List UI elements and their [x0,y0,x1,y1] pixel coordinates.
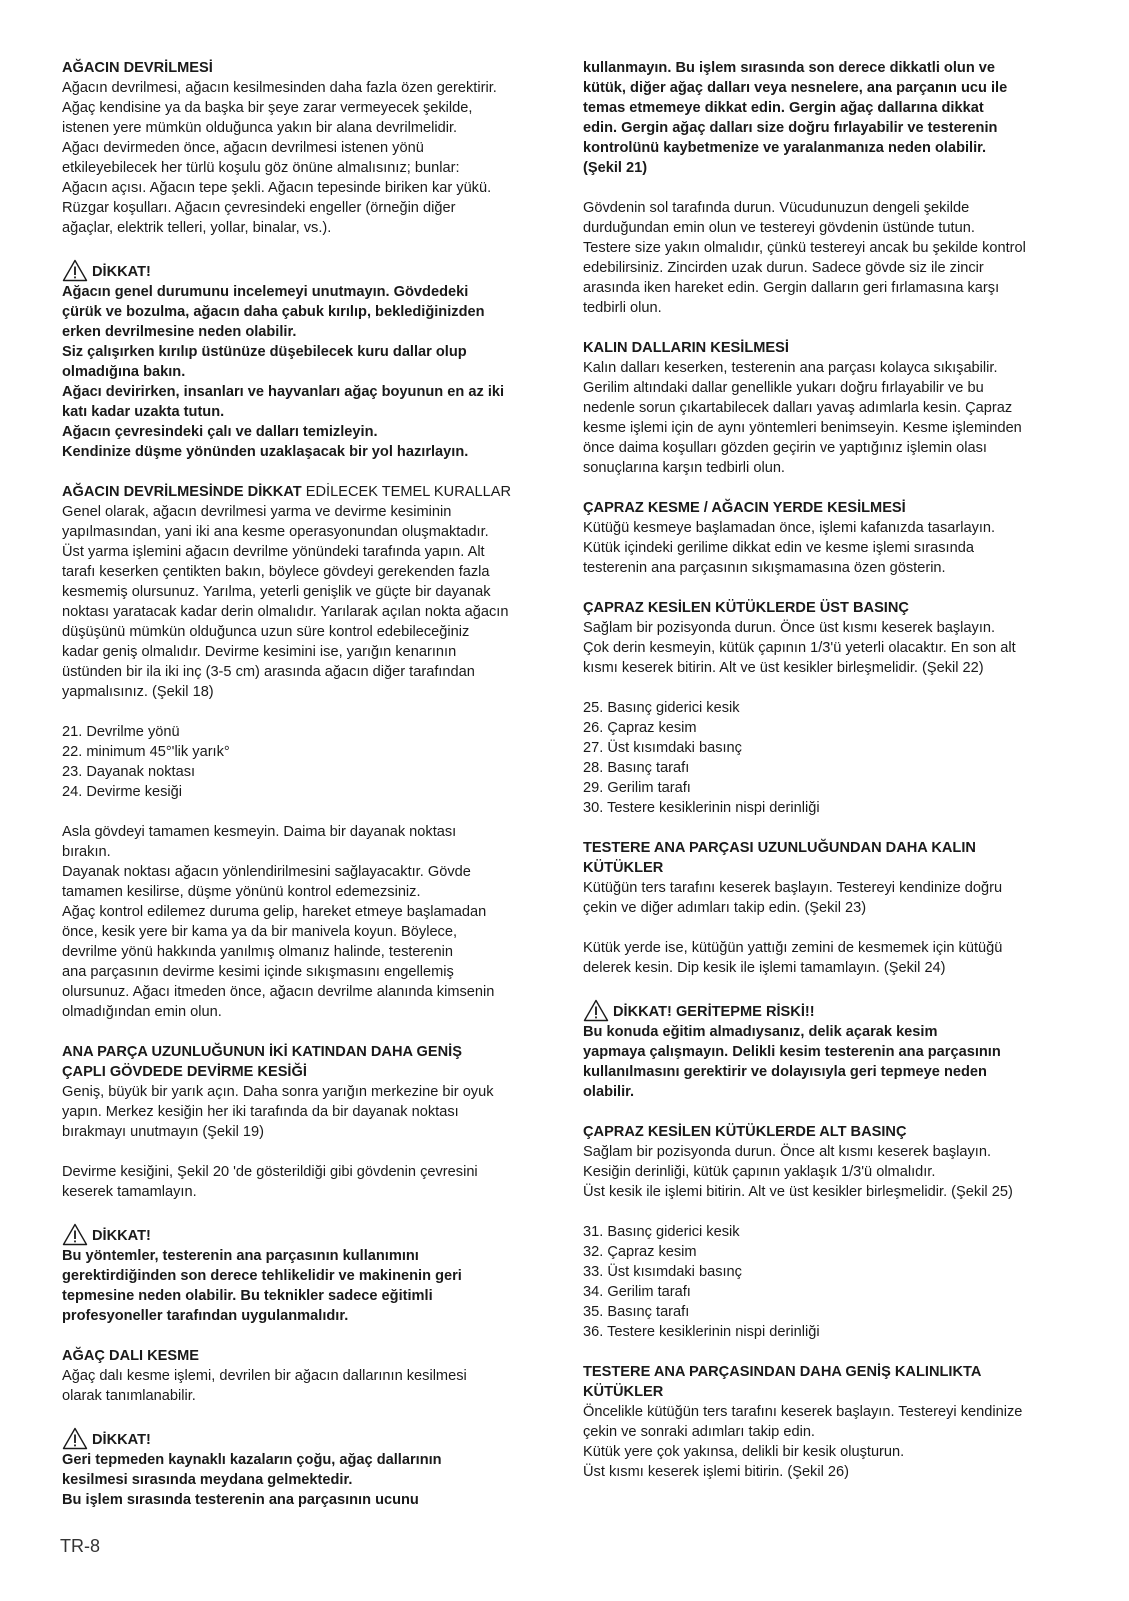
section-body: Kütüğün ters tarafını keserek başlayın. Testereyi kendinize doğru çekin ve diğer adımları takip edin. (Şekil 23) [583,880,1003,916]
warning-title: DİKKAT! [92,1432,151,1448]
section-body: Sağlam bir pozisyonda durun. Önce alt kısmı keserek başlayın. Kesiğin derinliği, kütük çapının yaklaşık 1/3'ü olmalıdır. Üst kesik ile işlemi bitirin. Alt ve üst kesikler birleşmelidir. (Şekil 25) [583,1144,1013,1200]
warning-body: Geri tepmeden kaynaklı kazaların çoğu, ağaç dallarının kesilmesi sırasında meydana gelmektedir. Bu işlem sırasında testerenin ana parçasının ucunu [62,1452,442,1508]
warning-block [62,258,552,462]
list-item: 35. Basınç tarafı [583,1304,690,1320]
heading-regular-part: EDİLECEK TEMEL KURALLAR [305,484,511,500]
warning-triangle-icon [62,1223,88,1246]
section-heading [62,482,552,502]
warning-block [62,1426,552,1510]
list-item: 22. minimum 45°'lik yarık° [62,744,230,760]
list-item: 33. Üst kısımdaki basınç [583,1264,742,1280]
warning-header [62,1222,552,1246]
heading-bold-part: AĞACIN DEVRİLMESİNDE DİKKAT [62,484,306,500]
page-number: TR-8 [60,1536,100,1556]
paragraph-stance [583,198,1073,318]
right-column [583,58,1073,1502]
legend-list-18 [62,722,552,802]
warning-body: kullanmayın. Bu işlem sırasında son derece dikkatli olun ve kütük, diğer ağaç dalları veya nesnelere, ana parçanın ucu ile temas etmemeye dikkat edin. Gergin ağaç dallarına dikkat edin. Gergin ağaç dalları size doğru fırlayabilir ve testerenin kontrolünü kaybetmenize ve yaralanmanıza neden olabilir. (Şekil 21) [583,60,1008,176]
paragraph-text: Devirme kesiğini, Şekil 20 'de gösterildiği gibi gövdenin çevresini keserek tamamlayın. [62,1164,478,1200]
warning-title: DİKKAT! GERİTEPME RİSKİ!! [613,1004,815,1020]
paragraph-hinge [62,822,552,1022]
list-item: 26. Çapraz kesim [583,720,697,736]
section-heading: AĞAÇ DALI KESME [62,1348,200,1364]
left-column [62,58,552,1530]
paragraph-text: Asla gövdeyi tamamen kesmeyin. Daima bir dayanak noktası bırakın. Dayanak noktası ağacın yönlendirilmesini sağlayacaktır. Gövde tamamen kesilirse, düşme yönünü kontrol edemezsiniz. Ağaç kontrol edilemez duruma gelip, hareket etmeye başlamadan önce, kesik yere bir kama ya da bir manivela koyun. Böylece, devrilme yönü hakkında yanılmış olmanız halinde, testerenin ana parçasının devirme kesimi içinde sıkışmasını engellemiş olursunuz. Ağacı itmeden önce, ağacın devrilme alanında kimsenin olmadığından emin olun. [62,824,495,1020]
warning-triangle-icon [62,1427,88,1450]
section-wider-logs [583,1362,1073,1482]
section-heading: AĞACIN DEVRİLMESİ [62,60,213,76]
warning-title: DİKKAT! [92,264,151,280]
paragraph-ground-log [583,938,1073,978]
list-item: 29. Gerilim tarafı [583,780,691,796]
warning-block [62,1222,552,1326]
section-thick-branches [583,338,1073,478]
section-heading: TESTERE ANA PARÇASINDAN DAHA GENİŞ KALINLIKTA KÜTÜKLER [583,1364,982,1400]
section-heading: ÇAPRAZ KESİLEN KÜTÜKLERDE ÜST BASINÇ [583,600,909,616]
list-item: 23. Dayanak noktası [62,764,196,780]
warning-header [62,1426,552,1450]
section-basic-rules [62,482,552,702]
list-item: 31. Basınç giderici kesik [583,1224,740,1240]
list-item: 34. Gerilim tarafı [583,1284,691,1300]
paragraph-text: Kütük yerde ise, kütüğün yattığı zemini de kesmemek için kütüğü delerek kesin. Dip kesik ile işlemi tamamlayın. (Şekil 24) [583,940,1003,976]
list-item: 30. Testere kesiklerinin nispi derinliği [583,800,820,816]
list-item: 24. Devirme kesiği [62,784,183,800]
section-body: Ağacın devrilmesi, ağacın kesilmesinden daha fazla özen gerektirir. Ağaç kendisine ya da başka bir şeye zarar vermeyecek şekilde, istenen yere mümkün olduğunca yakın bir alana devrilmelidir. Ağacı devirmeden önce, ağacın devrilmesi istenen yönü etkileyebilecek her türlü koşulu göz önüne almalısınız; bunlar: Ağacın açısı. Ağacın tepe şekli. Ağacın tepesinde biriken kar yükü. Rüzgar koşulları. Ağacın çevresindeki engeller (örneğin diğer ağaçlar, elektrik telleri, yollar, binalar, vs.). [62,80,497,236]
warning-header [583,998,1073,1022]
list-item: 27. Üst kısımdaki basınç [583,740,742,756]
section-bottom-pressure [583,1122,1073,1202]
section-body: Sağlam bir pozisyonda durun. Önce üst kısmı keserek başlayın. Çok derin kesmeyin, kütük çapının 1/3'ü yeterli olacaktır. En son alt kısmı keserek bitirin. Alt ve üst kesikler birleşmelidir. (Şekil 22) [583,620,1016,676]
section-body: Öncelikle kütüğün ters tarafını keserek başlayın. Testereyi kendinize çekin ve sonraki adımları takip edin. Kütük yere çok yakınsa, delikli bir kesik oluşturun. Üst kısmı keserek işlemi bitirin. (Şekil 26) [583,1404,1023,1480]
section-body: Genel olarak, ağacın devrilmesi yarma ve devirme kesiminin yapılmasından, yani iki ana kesme operasyonundan oluşmaktadır. Üst yarma işlemini ağacın devrilme yönündeki tarafında yapın. Alt tarafı keserken çentikten bakın, böylece gövdeyi gerekenden fazla kesmemiş olursunuz. Yarılma, yeterli genişlik ve güçte bir dayanak noktası yaratacak kadar derin olmalıdır. Yarılarak açılan nokta ağacın düşüşünü mümkün olduğunca uzun süre kontrol edebileceğiniz kadar geniş olmalıdır. Devirme kesimini ise, yarığın kenarının üstünden bir ila iki inç (3-5 cm) arasında ağacın diğer tarafından yapmalısınız. (Şekil 18) [62,504,509,700]
list-item: 21. Devrilme yönü [62,724,180,740]
legend-list-22 [583,698,1073,818]
paragraph-complete-cut [62,1162,552,1202]
section-top-pressure [583,598,1073,678]
section-heading: KALIN DALLARIN KESİLMESİ [583,340,789,356]
warning-header [62,258,552,282]
list-item: 36. Testere kesiklerinin nispi derinliği [583,1324,820,1340]
section-thicker-logs [583,838,1073,918]
section-body: Ağaç dalı kesme işlemi, devrilen bir ağacın dallarının kesilmesi olarak tanımlanabilir. [62,1368,467,1404]
section-cross-cut [583,498,1073,578]
section-heading: ÇAPRAZ KESİLEN KÜTÜKLERDE ALT BASINÇ [583,1124,907,1140]
warning-continuation [583,58,1073,178]
section-limbing [62,1346,552,1406]
section-wide-trunk [62,1042,552,1142]
legend-list-25 [583,1222,1073,1342]
section-heading: TESTERE ANA PARÇASI UZUNLUĞUNDAN DAHA KALIN KÜTÜKLER [583,840,976,876]
warning-triangle-icon [62,259,88,282]
section-felling [62,58,552,238]
section-body: Geniş, büyük bir yarık açın. Daha sonra yarığın merkezine bir oyuk yapın. Merkez kesiğin her iki tarafında da bir dayanak noktası bırakmayı unutmayın (Şekil 19) [62,1084,494,1140]
list-item: 25. Basınç giderici kesik [583,700,740,716]
warning-title: DİKKAT! [92,1228,151,1244]
warning-block [583,998,1073,1102]
warning-body: Bu yöntemler, testerenin ana parçasının kullanımını gerektirdiğinden son derece tehlikelidir ve makinenin geri tepmesine neden olabilir. Bu teknikler sadece eğitimli profesyoneller tarafından uygulanmalıdır. [62,1248,462,1324]
warning-body: Ağacın genel durumunu incelemeyi unutmayın. Gövdedeki çürük ve bozulma, ağacın daha çabuk kırılıp, beklediğinizden erken devrilmesine neden olabilir. Siz çalışırken kırılıp üstünüze düşebilecek kuru dallar olup olmadığına bakın. Ağacı devirirken, insanları ve hayvanları ağaç boyunun en az iki katı kadar uzakta tutun. Ağacın çevresindeki çalı ve dalları temizleyin. Kendinize düşme yönünden uzaklaşacak bir yol hazırlayın. [62,284,505,460]
section-body: Kütüğü kesmeye başlamadan önce, işlemi kafanızda tasarlayın. Kütük içindeki gerilime dikkat edin ve kesme işlemi sırasında testerenin ana parçasının sıkışmamasına özen gösterin. [583,520,996,576]
section-heading: ÇAPRAZ KESME / AĞACIN YERDE KESİLMESİ [583,500,906,516]
warning-triangle-icon [583,999,609,1022]
paragraph-text: Gövdenin sol tarafında durun. Vücudunuzun dengeli şekilde durduğundan emin olun ve testereyi gövdenin üstünde tutun. Testere size yakın olmalıdır, çünkü testereyi ancak bu şekilde kontrol edebilirsiniz. Zincirden uzak durun. Sadece gövde siz ile zincir arasında iken hareket edin. Gergin dalların geri fırlamasına karşı tedbirli olun. [583,200,1026,316]
warning-body: Bu konuda eğitim almadıysanız, delik açarak kesim yapmaya çalışmayın. Delikli kesim testerenin ana parçasının kullanılmasını gerektirir ve dolayısıyla geri tepmeye neden olabilir. [583,1024,1001,1100]
section-body: Kalın dalları keserken, testerenin ana parçası kolayca sıkışabilir. Gerilim altındaki dallar genellikle yukarı doğru fırlayabilir ve bu nedenle sorun çıkartabilecek dalları yavaş adımlarla kesin. Çapraz kesme işlemi için de aynı yöntemleri benimseyin. Kesme işleminden önce daima koşulları gözden geçirin ve yaptığınız işlemin olası sonuçlarına karşın tedbirli olun. [583,360,1022,476]
section-heading: ANA PARÇA UZUNLUĞUNUN İKİ KATINDAN DAHA GENİŞ ÇAPLI GÖVDEDE DEVİRME KESİĞİ [62,1044,462,1080]
list-item: 32. Çapraz kesim [583,1244,697,1260]
list-item: 28. Basınç tarafı [583,760,690,776]
